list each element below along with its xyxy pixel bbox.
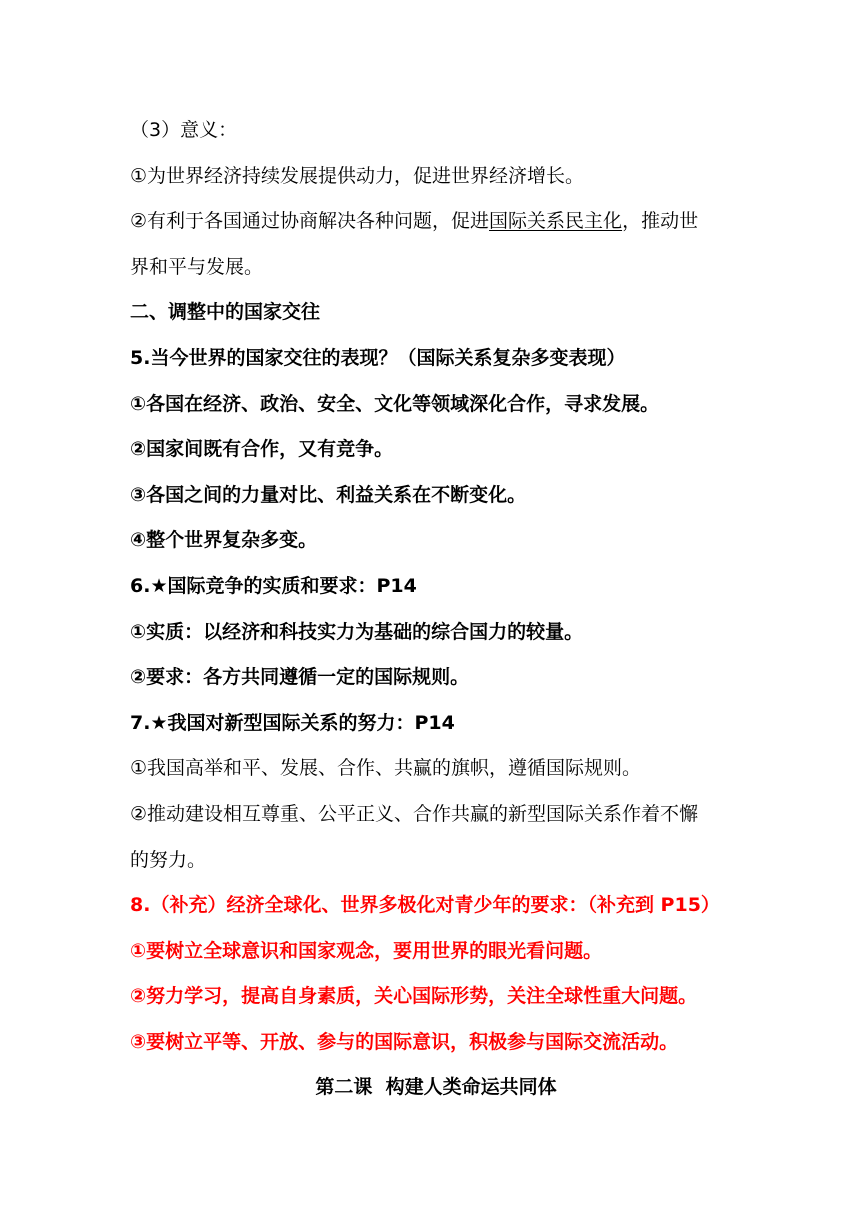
q7-item-1: ①我国高举和平、发展、合作、共赢的旗帜，遵循国际规则。 (130, 757, 642, 780)
question-8: 8.（补充）经济全球化、世界多极化对青少年的要求：（补充到 P15） (130, 894, 720, 917)
section-3-heading: （3）意义： (130, 119, 238, 141)
q5-item-4: ④整个世界复杂多变。 (130, 529, 318, 552)
q7-item-2-cont: 的努力。 (130, 848, 207, 871)
question-7: 7.★我国对新型国际关系的努力：P14 (130, 711, 455, 734)
significance-item-2-part-b: ，推动世 (622, 210, 699, 233)
question-5: 5.当今世界的国家交往的表现？（国际关系复杂多变表现） (130, 346, 626, 369)
significance-item-2-part-a: ②有利于各国通过协商解决各种问题，促进 (130, 210, 490, 233)
q5-item-1: ①各国在经济、政治、安全、文化等领域深化合作，寻求发展。 (130, 392, 660, 415)
q7-item-2: ②推动建设相互尊重、公平正义、合作共赢的新型国际关系作着不懈 (130, 802, 699, 825)
q8-item-2: ②努力学习，提高自身素质，关心国际形势，关注全球性重大问题。 (130, 985, 698, 1008)
question-6: 6.★国际竞争的实质和要求：P14 (130, 574, 417, 597)
underlined-term: 国际关系民主化 (489, 210, 623, 233)
section-heading-2: 二、调整中的国家交往 (130, 301, 321, 324)
q8-item-3: ③要树立平等、开放、参与的国际意识，积极参与国际交流活动。 (130, 1030, 679, 1053)
document-page (130, 108, 742, 1111)
lesson-title: 第二课 构建人类命运共同体 (315, 1076, 557, 1099)
q8-item-1: ①要树立全球意识和国家观念，要用世界的眼光看问题。 (130, 939, 603, 962)
q5-item-3: ③各国之间的力量对比、利益关系在不断变化。 (130, 483, 527, 506)
q5-item-2: ②国家间既有合作，又有竞争。 (130, 438, 394, 461)
q6-item-1: ①实质：以经济和科技实力为基础的综合国力的较量。 (130, 620, 584, 643)
significance-item-2 (130, 199, 742, 245)
significance-item-1: ①为世界经济持续发展提供动力，促进世界经济增长。 (130, 164, 585, 187)
q6-item-2: ②要求：各方共同遵循一定的国际规则。 (130, 666, 470, 689)
significance-item-2-cont: 界和平与发展。 (130, 255, 264, 278)
